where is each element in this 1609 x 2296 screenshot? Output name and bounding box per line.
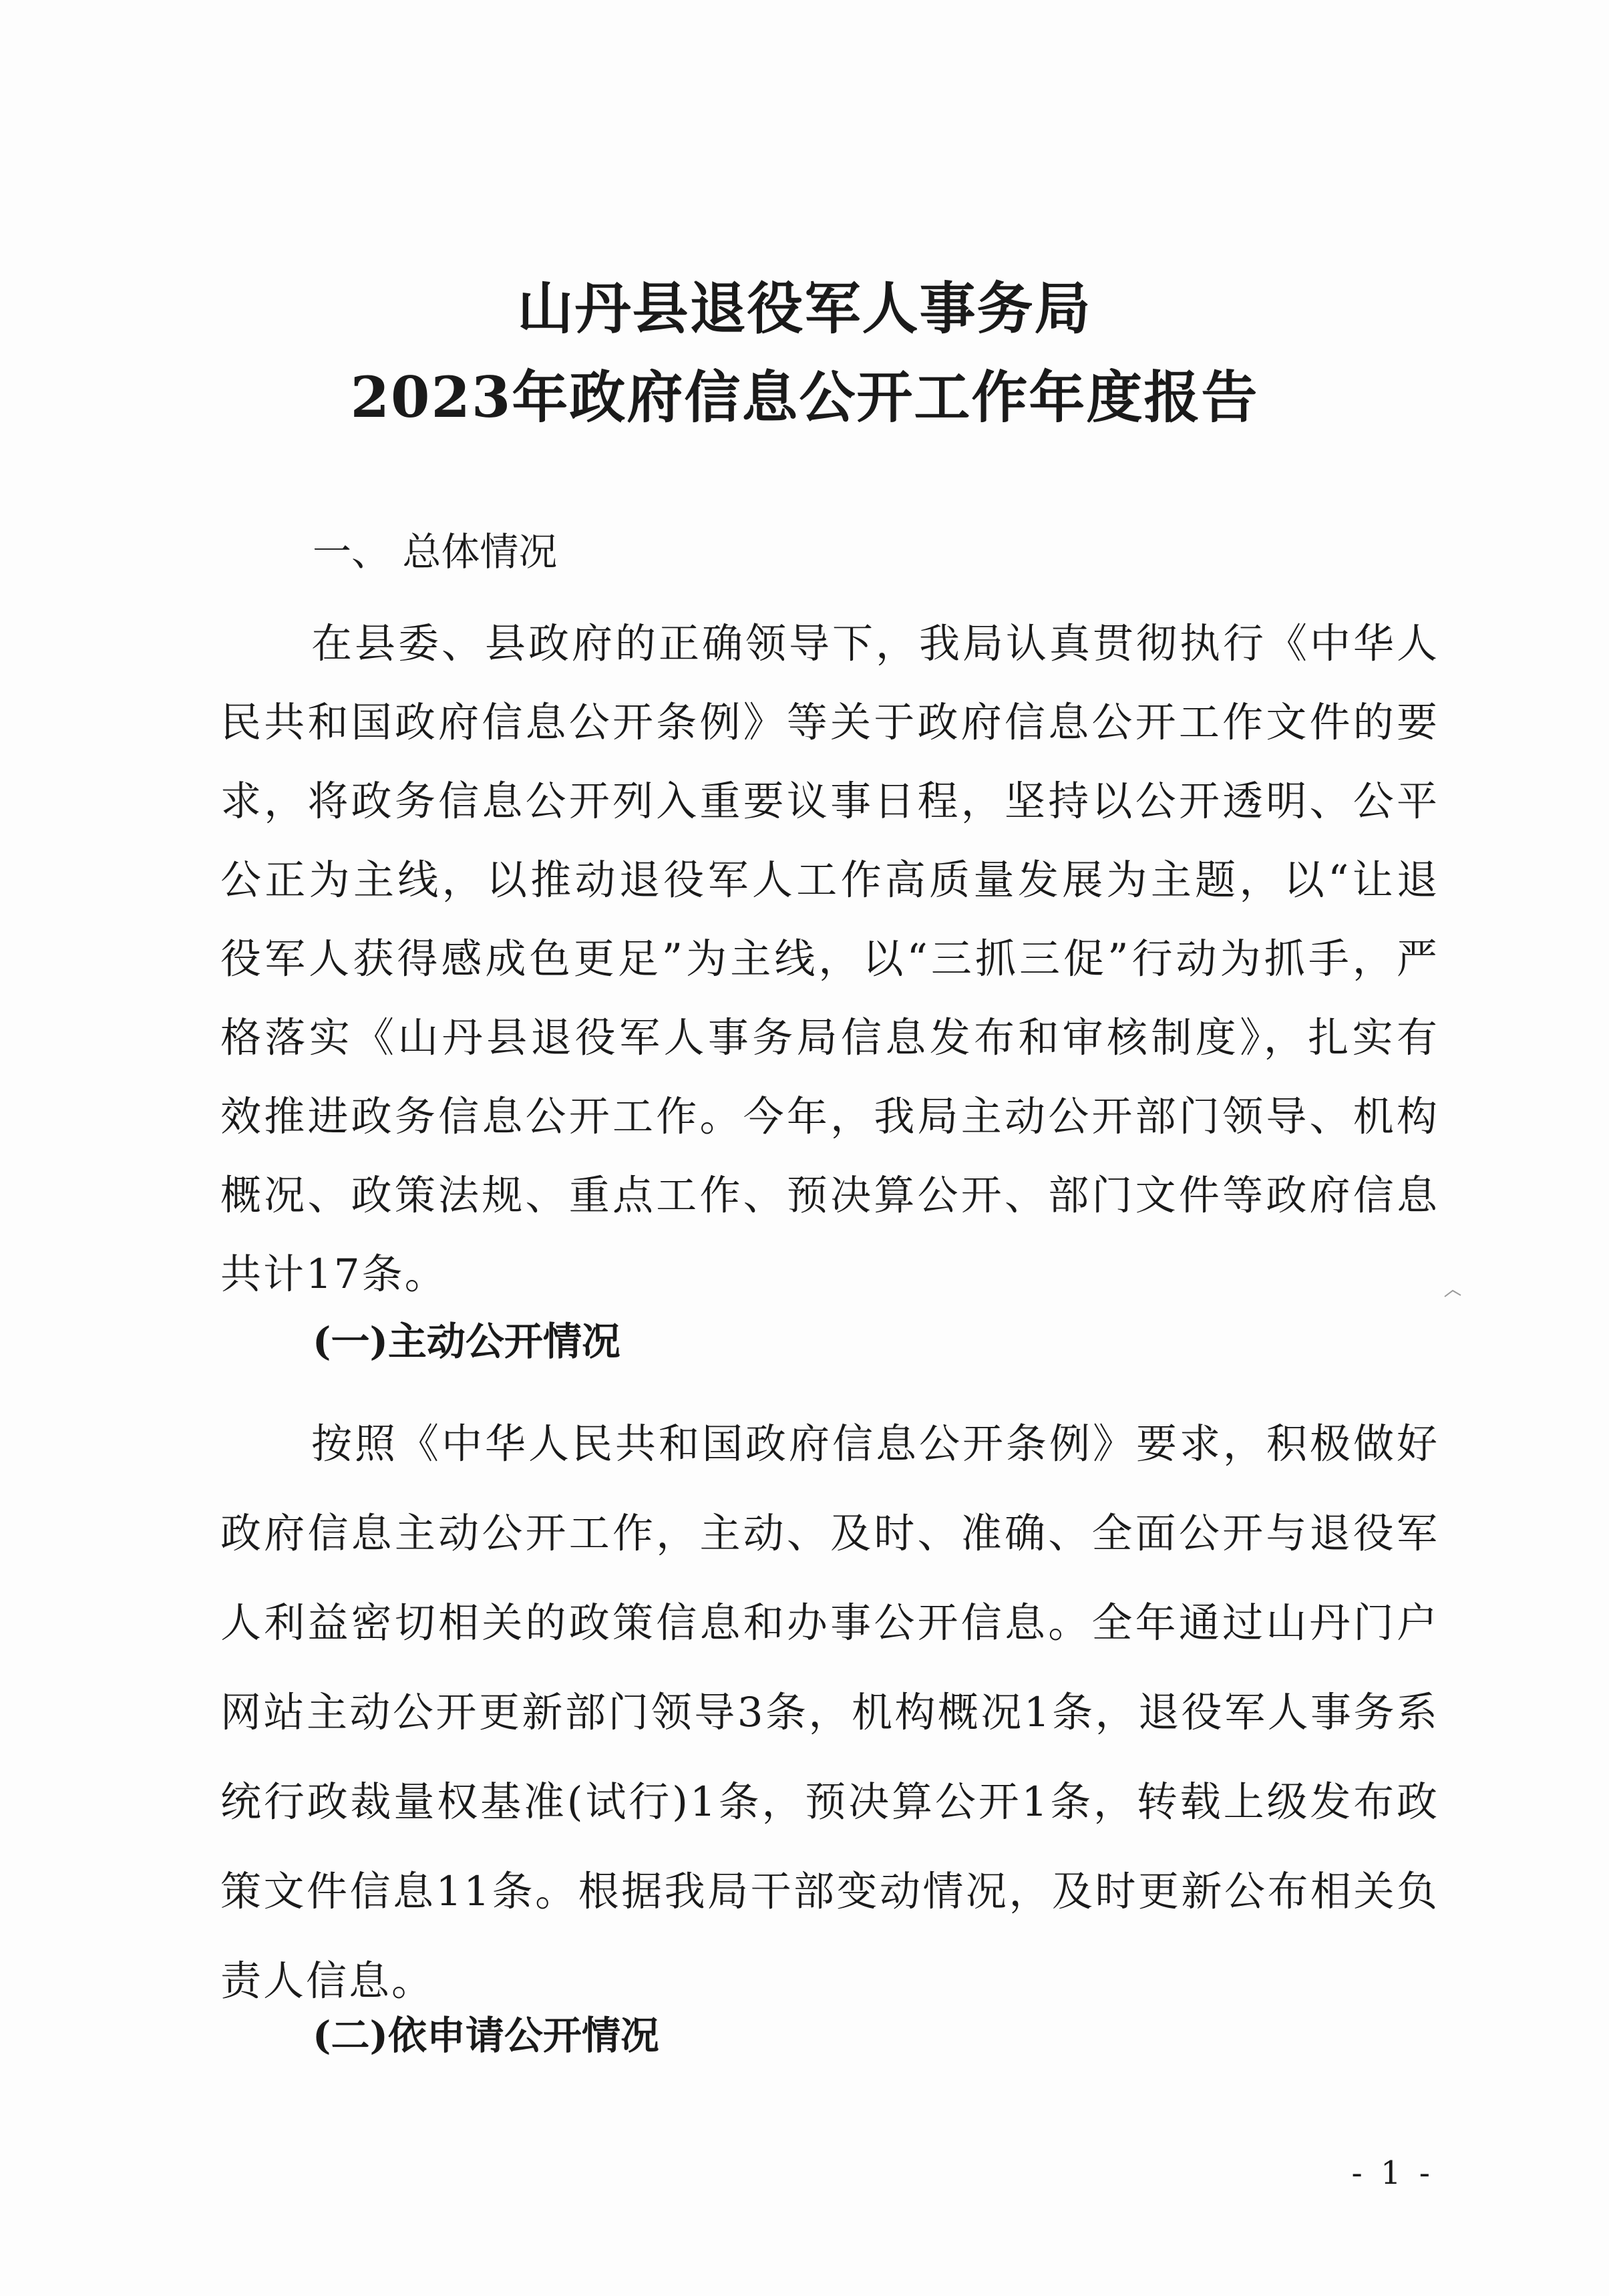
scan-mark-icon [1444,1289,1461,1297]
section-heading-overview: 一、 总体情况 [313,529,558,575]
subsection-heading-application-disclosure: (二)依申请公开情况 [313,2013,659,2058]
document-title-line-2: 2023年政府信息公开工作年度报告 [350,364,1259,430]
subsection-proactive-disclosure-paragraph: 按照《中华人民共和国政府信息公开条例》要求，积极做好政府信息主动公开工作，主动、及时、准确、全面公开与退役军人利益密切相关的政策信息和办事公开信息。全年通过山丹门户网站主动公开更新部门领导3条，机构概况1条，退役军人事务系统行政裁量权基准(试行)1条，预决算公开1条，转载上级发布政策文件信息11条。根据我局干部变动情况，及时更新公布相关负责人信息。 [220,1420,1439,2005]
page-number: - 1 - [1351,2154,1434,2192]
section-overview-paragraph: 在县委、县政府的正确领导下，我局认真贯彻执行《中华人民共和国政府信息公开条例》等关于政府信息公开工作文件的要求，将政务信息公开列入重要议事日程，坚持以公开透明、公平公正为主线，以推动退役军人工作高质量发展为主题，以“让退役军人获得感成色更足”为主线，以“三抓三促”行动为抓手，严格落实《山丹县退役军人事务局信息发布和审核制度》，扎实有效推进政务信息公开工作。今年，我局主动公开部门领导、机构概况、政策法规、重点工作、预决算公开、部门文件等政府信息共计17条。 [220,620,1439,1298]
document-title-line-1: 山丹县退役军人事务局 [517,275,1092,341]
subsection-heading-proactive-disclosure: (一)主动公开情况 [313,1319,620,1364]
